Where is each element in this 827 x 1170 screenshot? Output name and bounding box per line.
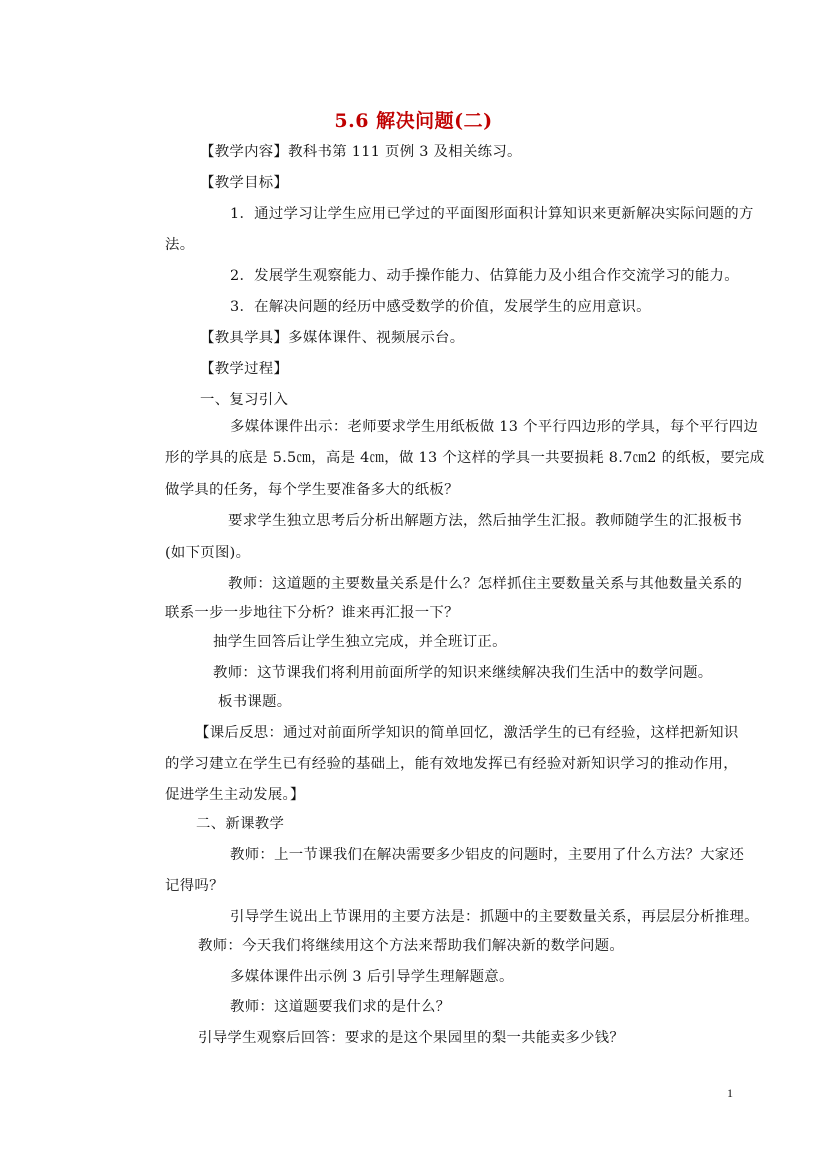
section-heading: 二、新课教学	[196, 816, 285, 832]
paragraph-line: 的学习建立在学生已有经验的基础上，能有效地发挥已有经验对新知识学习的推动作用，	[165, 756, 738, 772]
paragraph-line: 教师：这道题的主要数量关系是什么？怎样抓住主要数量关系与其他数量关系的	[228, 576, 743, 592]
paragraph-line: 要求学生独立思考后分析出解题方法，然后抽学生汇报。教师随学生的汇报板书	[228, 513, 743, 529]
paragraph-line: 引导学生观察后回答：要求的是这个果园里的梨一共能卖多少钱？	[198, 1030, 625, 1046]
paragraph-line: 【教具学具】多媒体课件、视频展示台。	[200, 330, 465, 346]
paragraph-line: 做学具的任务，每个学生要准备多大的纸板？	[165, 482, 459, 498]
paragraph-line: 教师：上一节课我们在解决需要多少铝皮的问题时，主要用了什么方法？大家还	[230, 847, 745, 863]
paragraph-line: 多媒体课件出示：老师要求学生用纸板做 13 个平行四边形的学具，每个平行四边	[230, 419, 759, 435]
paragraph-line: 【教学内容】教科书第 111 页例 3 及相关练习。	[200, 144, 522, 160]
paragraph-line: 2．发展学生观察能力、动手操作能力、估算能力及小组合作交流学习的能力。	[230, 268, 739, 284]
paragraph-line: 促进学生主动发展。】	[165, 787, 305, 803]
paragraph-line: 教师：今天我们将继续用这个方法来帮助我们解决新的数学问题。	[198, 938, 625, 954]
paragraph-line: 教师：这节课我们将利用前面所学的知识来继续解决我们生活中的数学问题。	[213, 665, 713, 681]
paragraph-line: 联系一步一步地往下分析？谁来再汇报一下？	[165, 605, 459, 621]
section-heading: 一、复习引入	[200, 392, 289, 408]
paragraph-line: 【课后反思：通过对前面所学知识的简单回忆，激活学生的已有经验，这样把新知识	[195, 725, 739, 741]
paragraph-line: 1．通过学习让学生应用已学过的平面图形面积计算知识来更新解决实际问题的方	[230, 206, 754, 222]
document-title: 5.6 解决问题(二)	[334, 110, 493, 132]
paragraph-line: (如下页图)。	[165, 545, 251, 561]
paragraph-line: 多媒体课件出示例 3 后引导学生理解题意。	[230, 969, 514, 985]
paragraph-line: 3．在解决问题的经历中感受数学的价值，发展学生的应用意识。	[230, 299, 651, 315]
paragraph-line: 抽学生回答后让学生独立完成，并全班订正。	[213, 634, 507, 650]
paragraph-line: 形的学具的底是 5.5㎝，高是 4㎝，做 13 个这样的学具一共要损耗 8.7㎝2 的纸板，要完成	[165, 450, 765, 466]
paragraph-line: 记得吗？	[165, 878, 224, 894]
page-number: 1	[727, 1086, 733, 1100]
section-heading: 【教学目标】	[200, 175, 289, 191]
paragraph-line: 教师：这道题要我们求的是什么？	[230, 999, 451, 1015]
paragraph-line: 引导学生说出上节课用的主要方法是：抓题中的主要数量关系，再层层分析推理。	[230, 909, 759, 925]
section-heading: 【教学过程】	[200, 361, 289, 377]
paragraph-line: 板书课题。	[218, 694, 292, 710]
paragraph-line: 法。	[165, 237, 195, 253]
